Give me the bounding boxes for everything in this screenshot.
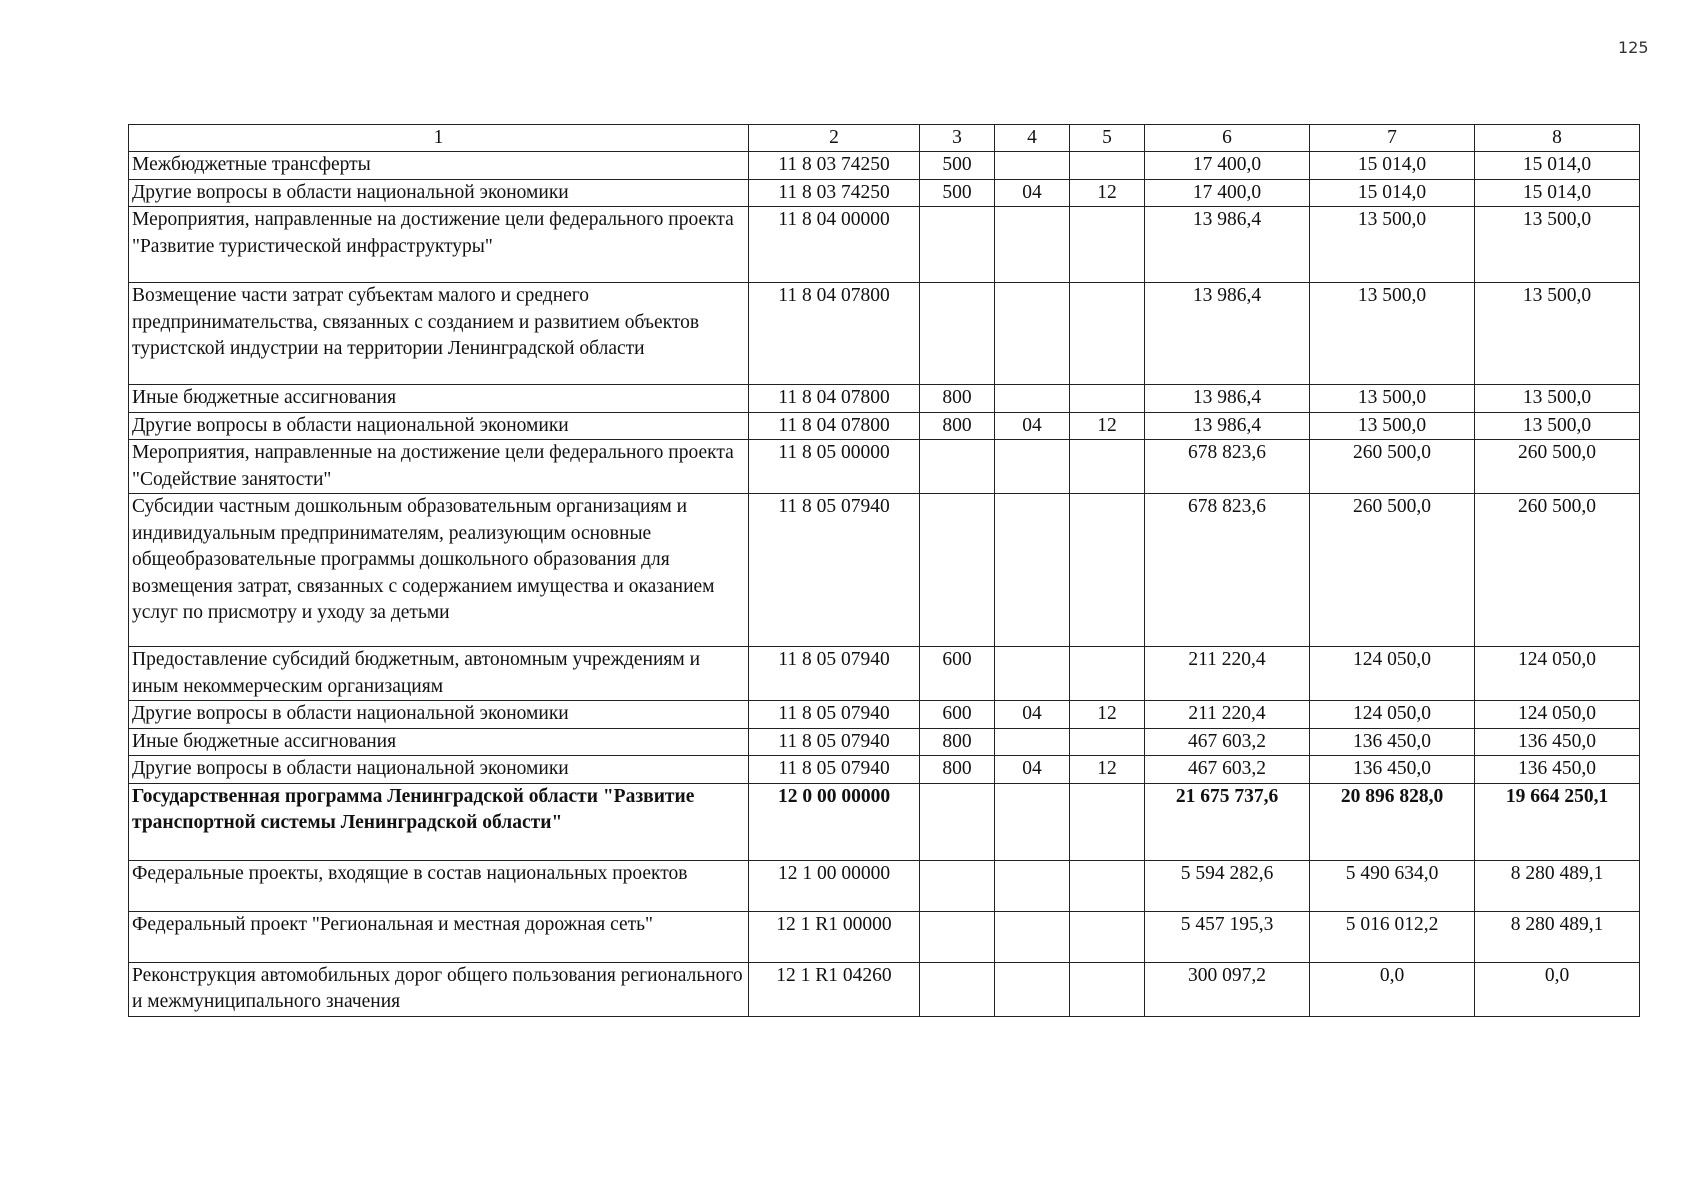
row-col8-cell: 124 050,0 xyxy=(1475,647,1640,701)
row-col7-cell: 15 014,0 xyxy=(1310,152,1475,180)
row-col4-cell xyxy=(995,647,1070,701)
row-col4-cell: 04 xyxy=(995,701,1070,729)
row-col6-cell: 13 986,4 xyxy=(1145,283,1310,385)
row-col6-cell: 21 675 737,6 xyxy=(1145,783,1310,860)
table-row xyxy=(129,783,1640,860)
row-code-cell: 11 8 04 07800 xyxy=(749,412,920,440)
row-col7-cell: 260 500,0 xyxy=(1310,440,1475,494)
table-row xyxy=(129,728,1640,756)
table-row xyxy=(129,647,1640,701)
row-col8-cell: 15 014,0 xyxy=(1475,179,1640,207)
column-header: 3 xyxy=(920,125,995,152)
table-row xyxy=(129,962,1640,1016)
row-name-cell: Другие вопросы в области национальной экономики xyxy=(129,412,749,440)
row-name-cell: Мероприятия, направленные на достижение цели федерального проекта "Развитие туристической инфраструктуры" xyxy=(129,207,749,283)
row-name-cell: Межбюджетные трансферты xyxy=(129,152,749,180)
row-col3-cell xyxy=(920,494,995,647)
row-code-cell: 11 8 05 07940 xyxy=(749,756,920,784)
row-col5-cell xyxy=(1070,152,1145,180)
row-col3-cell xyxy=(920,283,995,385)
column-header: 8 xyxy=(1475,125,1640,152)
row-col4-cell xyxy=(995,152,1070,180)
row-col6-cell: 13 986,4 xyxy=(1145,207,1310,283)
row-col6-cell: 17 400,0 xyxy=(1145,152,1310,180)
row-col6-cell: 5 457 195,3 xyxy=(1145,911,1310,962)
row-col5-cell xyxy=(1070,860,1145,911)
row-code-cell: 11 8 05 07940 xyxy=(749,701,920,729)
row-col5-cell: 12 xyxy=(1070,701,1145,729)
row-col5-cell xyxy=(1070,783,1145,860)
row-col6-cell: 13 986,4 xyxy=(1145,385,1310,413)
row-col6-cell: 467 603,2 xyxy=(1145,728,1310,756)
row-col5-cell: 12 xyxy=(1070,179,1145,207)
row-col7-cell: 124 050,0 xyxy=(1310,647,1475,701)
row-name-cell: Другие вопросы в области национальной экономики xyxy=(129,756,749,784)
row-col4-cell xyxy=(995,860,1070,911)
table-row xyxy=(129,283,1640,385)
row-col7-cell: 260 500,0 xyxy=(1310,494,1475,647)
row-code-cell: 11 8 05 07940 xyxy=(749,728,920,756)
column-number-header-row xyxy=(129,125,1640,152)
row-col7-cell: 13 500,0 xyxy=(1310,283,1475,385)
row-col7-cell: 5 490 634,0 xyxy=(1310,860,1475,911)
column-header: 2 xyxy=(749,125,920,152)
row-col3-cell xyxy=(920,911,995,962)
row-code-cell: 12 1 R1 00000 xyxy=(749,911,920,962)
row-col6-cell: 678 823,6 xyxy=(1145,494,1310,647)
row-col5-cell xyxy=(1070,385,1145,413)
row-col5-cell: 12 xyxy=(1070,412,1145,440)
row-col6-cell: 17 400,0 xyxy=(1145,179,1310,207)
row-col5-cell xyxy=(1070,647,1145,701)
row-col3-cell xyxy=(920,207,995,283)
row-col4-cell xyxy=(995,494,1070,647)
table-row xyxy=(129,152,1640,180)
table-row xyxy=(129,860,1640,911)
row-code-cell: 11 8 04 07800 xyxy=(749,385,920,413)
column-header: 4 xyxy=(995,125,1070,152)
row-col8-cell: 260 500,0 xyxy=(1475,440,1640,494)
row-col4-cell xyxy=(995,728,1070,756)
row-code-cell: 12 0 00 00000 xyxy=(749,783,920,860)
row-col8-cell: 15 014,0 xyxy=(1475,152,1640,180)
row-col6-cell: 678 823,6 xyxy=(1145,440,1310,494)
row-col4-cell xyxy=(995,911,1070,962)
row-col7-cell: 136 450,0 xyxy=(1310,728,1475,756)
column-header: 7 xyxy=(1310,125,1475,152)
row-col5-cell xyxy=(1070,494,1145,647)
row-code-cell: 12 1 00 00000 xyxy=(749,860,920,911)
row-name-cell: Иные бюджетные ассигнования xyxy=(129,385,749,413)
row-code-cell: 11 8 04 07800 xyxy=(749,283,920,385)
row-col8-cell: 13 500,0 xyxy=(1475,207,1640,283)
row-col8-cell: 13 500,0 xyxy=(1475,283,1640,385)
row-col4-cell xyxy=(995,283,1070,385)
row-name-cell: Мероприятия, направленные на достижение цели федерального проекта "Содействие занятости" xyxy=(129,440,749,494)
row-code-cell: 11 8 03 74250 xyxy=(749,179,920,207)
row-name-cell: Федеральные проекты, входящие в состав национальных проектов xyxy=(129,860,749,911)
row-name-cell: Другие вопросы в области национальной экономики xyxy=(129,179,749,207)
row-col8-cell: 260 500,0 xyxy=(1475,494,1640,647)
column-header: 1 xyxy=(129,125,749,152)
row-name-cell: Предоставление субсидий бюджетным, автономным учреждениям и иным некоммерческим организациям xyxy=(129,647,749,701)
row-col7-cell: 124 050,0 xyxy=(1310,701,1475,729)
row-code-cell: 11 8 05 00000 xyxy=(749,440,920,494)
row-code-cell: 11 8 04 00000 xyxy=(749,207,920,283)
row-col5-cell xyxy=(1070,911,1145,962)
table-row xyxy=(129,756,1640,784)
row-col6-cell: 13 986,4 xyxy=(1145,412,1310,440)
row-col8-cell: 13 500,0 xyxy=(1475,412,1640,440)
row-col5-cell xyxy=(1070,440,1145,494)
row-col7-cell: 20 896 828,0 xyxy=(1310,783,1475,860)
row-col8-cell: 136 450,0 xyxy=(1475,756,1640,784)
row-col8-cell: 136 450,0 xyxy=(1475,728,1640,756)
row-col3-cell: 600 xyxy=(920,701,995,729)
row-col7-cell: 15 014,0 xyxy=(1310,179,1475,207)
row-col5-cell xyxy=(1070,728,1145,756)
row-col4-cell xyxy=(995,207,1070,283)
row-col7-cell: 0,0 xyxy=(1310,962,1475,1016)
row-col4-cell xyxy=(995,385,1070,413)
table-row xyxy=(129,412,1640,440)
row-col3-cell: 600 xyxy=(920,647,995,701)
row-col5-cell: 12 xyxy=(1070,756,1145,784)
page-number: 125 xyxy=(1618,38,1649,57)
budget-table xyxy=(128,124,1640,1017)
table-row xyxy=(129,207,1640,283)
table-row xyxy=(129,911,1640,962)
row-col3-cell xyxy=(920,440,995,494)
row-name-cell: Реконструкция автомобильных дорог общего пользования регионального и межмуниципального значения xyxy=(129,962,749,1016)
row-col7-cell: 13 500,0 xyxy=(1310,207,1475,283)
row-col6-cell: 211 220,4 xyxy=(1145,647,1310,701)
row-col6-cell: 211 220,4 xyxy=(1145,701,1310,729)
row-col3-cell: 800 xyxy=(920,385,995,413)
row-col8-cell: 8 280 489,1 xyxy=(1475,860,1640,911)
row-col7-cell: 136 450,0 xyxy=(1310,756,1475,784)
row-code-cell: 11 8 05 07940 xyxy=(749,647,920,701)
row-code-cell: 11 8 03 74250 xyxy=(749,152,920,180)
table-row xyxy=(129,179,1640,207)
row-col7-cell: 13 500,0 xyxy=(1310,385,1475,413)
row-col6-cell: 300 097,2 xyxy=(1145,962,1310,1016)
row-col6-cell: 5 594 282,6 xyxy=(1145,860,1310,911)
row-col5-cell xyxy=(1070,207,1145,283)
row-col4-cell: 04 xyxy=(995,756,1070,784)
row-col3-cell xyxy=(920,783,995,860)
table-row xyxy=(129,701,1640,729)
row-name-cell: Другие вопросы в области национальной экономики xyxy=(129,701,749,729)
row-code-cell: 12 1 R1 04260 xyxy=(749,962,920,1016)
row-col4-cell xyxy=(995,783,1070,860)
row-col4-cell xyxy=(995,962,1070,1016)
row-col3-cell xyxy=(920,860,995,911)
row-col8-cell: 124 050,0 xyxy=(1475,701,1640,729)
row-col3-cell: 800 xyxy=(920,728,995,756)
row-col4-cell xyxy=(995,440,1070,494)
row-col8-cell: 13 500,0 xyxy=(1475,385,1640,413)
row-col3-cell: 800 xyxy=(920,756,995,784)
row-name-cell: Иные бюджетные ассигнования xyxy=(129,728,749,756)
row-name-cell: Федеральный проект "Региональная и местная дорожная сеть" xyxy=(129,911,749,962)
row-col8-cell: 19 664 250,1 xyxy=(1475,783,1640,860)
row-name-cell: Возмещение части затрат субъектам малого и среднего предпринимательства, связанных с созданием и развитием объектов туристской индустрии на территории Ленинградской области xyxy=(129,283,749,385)
row-col4-cell: 04 xyxy=(995,179,1070,207)
table-row xyxy=(129,440,1640,494)
table-row xyxy=(129,494,1640,647)
row-col7-cell: 5 016 012,2 xyxy=(1310,911,1475,962)
row-col3-cell: 800 xyxy=(920,412,995,440)
row-col4-cell: 04 xyxy=(995,412,1070,440)
row-col8-cell: 0,0 xyxy=(1475,962,1640,1016)
row-col8-cell: 8 280 489,1 xyxy=(1475,911,1640,962)
row-code-cell: 11 8 05 07940 xyxy=(749,494,920,647)
row-col5-cell xyxy=(1070,283,1145,385)
row-col3-cell: 500 xyxy=(920,179,995,207)
row-name-cell: Государственная программа Ленинградской области "Развитие транспортной системы Ленинградской области" xyxy=(129,783,749,860)
row-col7-cell: 13 500,0 xyxy=(1310,412,1475,440)
column-header: 6 xyxy=(1145,125,1310,152)
row-col5-cell xyxy=(1070,962,1145,1016)
row-col6-cell: 467 603,2 xyxy=(1145,756,1310,784)
row-col3-cell: 500 xyxy=(920,152,995,180)
row-col3-cell xyxy=(920,962,995,1016)
column-header: 5 xyxy=(1070,125,1145,152)
table-row xyxy=(129,385,1640,413)
row-name-cell: Субсидии частным дошкольным образовательным организациям и индивидуальным предпринимателям, реализующим основные общеобразовательные программы дошкольного образования для возмещения затрат, связанных с содержанием имущества и оказанием услуг по присмотру и уходу за детьми xyxy=(129,494,749,647)
